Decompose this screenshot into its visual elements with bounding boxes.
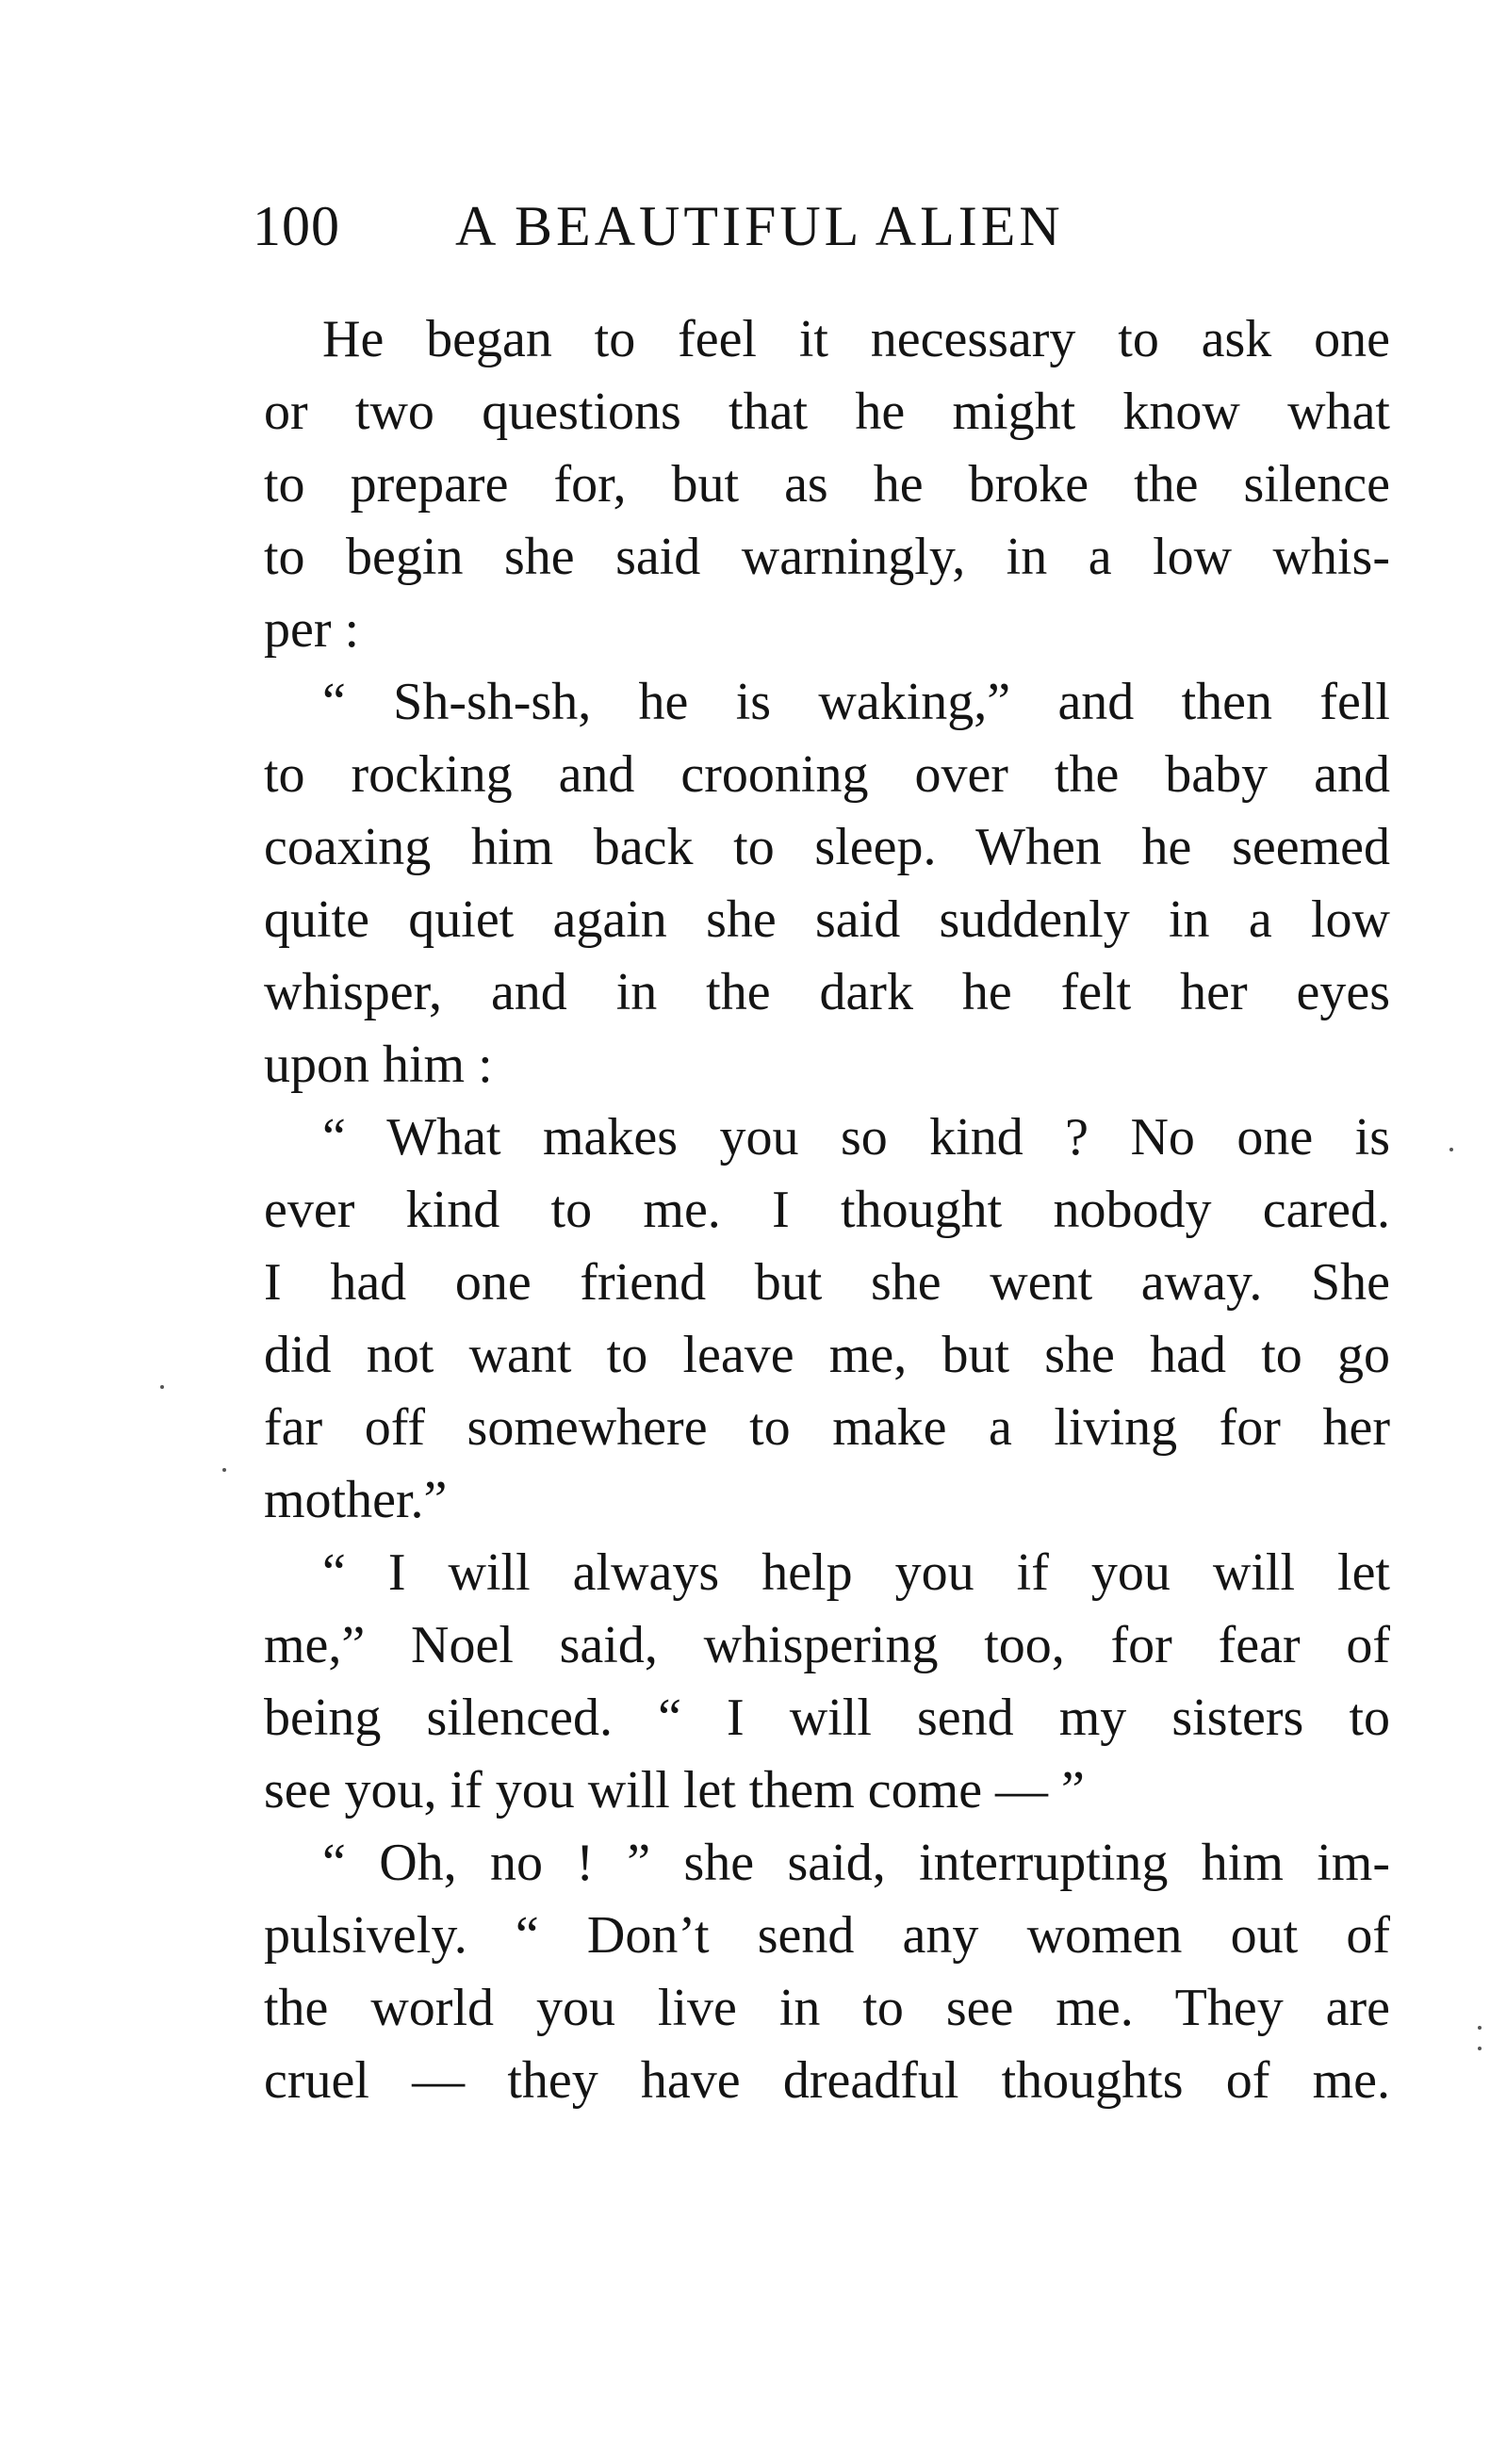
text-line: see you, if you will let them come — ” xyxy=(264,1761,1085,1819)
text-line: being silenced. “ I will send my sisters to xyxy=(264,1689,1390,1747)
scan-speck xyxy=(222,1468,226,1472)
text-line: mother.” xyxy=(264,1471,448,1529)
text-line: I had one friend but she went away. She xyxy=(264,1253,1390,1312)
text-line: “ What makes you so kind ? No one is xyxy=(322,1108,1390,1167)
text-line: the world you live in to see me. They are xyxy=(264,1979,1390,2037)
scan-speck xyxy=(1478,2047,1482,2050)
text-line: “ Oh, no ! ” she said, interrupting him im- xyxy=(322,1834,1390,1892)
page-number: 100 xyxy=(253,195,340,257)
text-line: whisper, and in the dark he felt her eyes xyxy=(264,963,1390,1021)
text-line: far off somewhere to make a living for her xyxy=(264,1398,1390,1457)
text-line: or two questions that he might know what xyxy=(264,383,1390,441)
text-line: to begin she said warningly, in a low whis- xyxy=(264,528,1390,586)
text-line: me,” Noel said, whispering too, for fear of xyxy=(264,1616,1390,1674)
text-line: to prepare for, but as he broke the silence xyxy=(264,455,1390,514)
text-line: did not want to leave me, but she had to go xyxy=(264,1326,1390,1384)
running-title: A BEAUTIFUL ALIEN xyxy=(455,195,1064,257)
text-line: He began to feel it necessary to ask one xyxy=(322,310,1390,368)
text-line: upon him : xyxy=(264,1036,493,1094)
scan-speck xyxy=(1478,2026,1482,2030)
text-line: cruel — they have dreadful thoughts of me. xyxy=(264,2051,1390,2110)
text-line: “ Sh-sh-sh, he is waking,” and then fell xyxy=(322,673,1390,731)
text-line: pulsively. “ Don’t send any women out of xyxy=(264,1906,1390,1965)
page-header xyxy=(253,188,1318,264)
scan-speck xyxy=(1449,1148,1453,1151)
text-line: per : xyxy=(264,600,360,659)
text-line: to rocking and crooning over the baby and xyxy=(264,745,1390,804)
text-line: quite quiet again she said suddenly in a low xyxy=(264,890,1390,949)
text-line: ever kind to me. I thought nobody cared. xyxy=(264,1181,1390,1239)
text-line: “ I will always help you if you will let xyxy=(322,1543,1390,1602)
scan-speck xyxy=(160,1385,164,1389)
text-line: coaxing him back to sleep. When he seemed xyxy=(264,818,1390,876)
body-text xyxy=(264,303,1390,2117)
